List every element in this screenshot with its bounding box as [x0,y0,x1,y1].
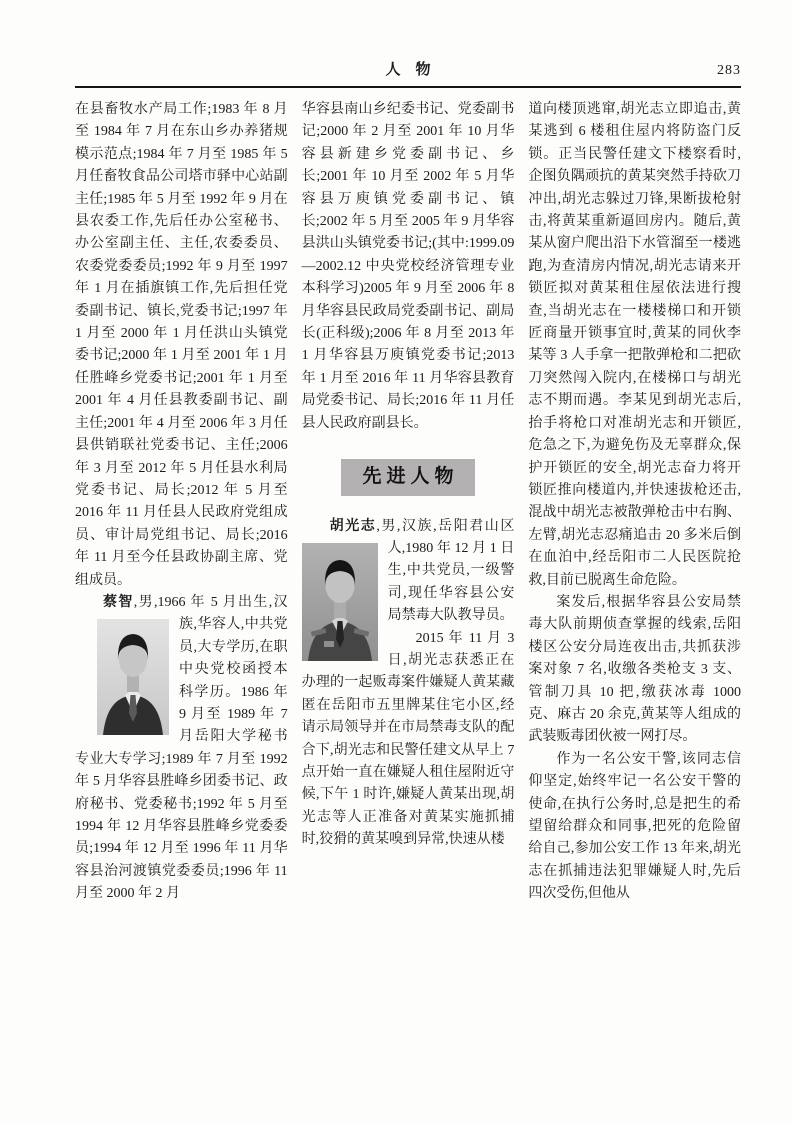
entry-hu-guangzhi [302,516,515,628]
entry-body-hu-guangzhi: 区人,1980 年 12 月 1 日生,中共党员,一级警司,现任华容县公安局禁毒大队教导员。 [387,518,515,624]
page-content [75,58,741,906]
section-header-advanced-people [341,459,475,495]
paragraph-pursuit-continuation: 道向楼顶逃窜,胡光志立即追击,黄某逃到 6 楼租住屋内将防盗门反锁。正当民警任建文下楼察看时,企图负隅顽抗的黄某突然手持砍刀冲出,胡光志躲过刀锋,果断拔枪射击,将黄某重新逼回房内。随后,黄某从窗户爬出沿下水管溜至一楼逃跑,为查清房内情况,胡光志请来开锁匠拟对黄某租住屋依法进行搜查,当胡光志在一楼楼梯口和开锁匠商量开锁事宜时,黄某的同伙李某等 3 人手拿一把散弹枪和二把砍刀突然闯入院内,在楼梯口与胡光志不期而遇。李某见到胡光志后,抬手将枪口对准胡光志和开锁匠,危急之下,为避免伤及无辜群众,保护开锁匠的安全,胡光志奋力将开锁匠推向楼道内,并快速拔枪还击,混战中胡光志被散弹枪击中右胸、左臂,胡光志忍痛追击 20 多米后倒在血泊中,经岳阳市二人民医院抢救,目前已脱离生命危险。 [528,102,742,588]
column-2 [302,99,515,906]
entry-name-hu-guangzhi: 胡光志 [329,518,377,534]
paragraph-case-result: 案发后,根据华容县公安局禁毒大队前期侦查掌握的线索,岳阳楼区公安分局连夜出击,共抓获涉案对象 7 名,收缴各类枪支 3 支、管制刀具 10 把,缴获冰毒 1000 克、麻古 20 余克,黄某等人组成的武装贩毒团伙被一网打尽。 [528,594,742,745]
page-number: 283 [717,63,741,78]
paragraph-biography-continuation: 在县畜牧水产局工作;1983 年 8 月至 1984 年 7 月在东山乡办养猪规模示范点;1984 年 7 月至 1985 年 5 月任畜牧食品公司塔市驿中心站副主任;1985 年 5 月至 1992 年 9 月在县农委工作,先后任办公室秘书、办公室副主任、主任,农委委员、农委党委委员;1992 年 9 月至 1997 年 1 月在插旗镇工作,先后担任党委副书记、镇长,党委书记;1997 年 1 月至 2000 年 1 月任洪山头镇党委书记;2000 年 1 月至 2001 年 1 月任胜峰乡党委书记;2001 年 1 月至 2001 年 4 月任县教委副书记、副主任;2001 年 4 月至 2006 年 3 月任县供销联社党委书记、主任;2006 年 3 月至 2012 年 5 月任县水利局党委书记、局长;2012 年 5 月至 2016 年 11 月任县人民政府党组成员、审计局党组书记、局长;2016 年 11 月至今任县政协副主席、党组成员。 [75,102,288,588]
text-columns [75,99,741,906]
page-header [75,58,741,88]
section-header-label: 先进人物 [362,466,459,488]
page-title: 人 物 [385,62,431,78]
column-1 [75,99,288,906]
entry-body-cai-zhi: 汉族,华容人,中共党员,大专学历,在职中央党校函授本科学历。1986 年 9 月至 1989 年 7 月岳阳大学秘书专业大专学习;1989 年 7 月至 1992 年 5 月华容县胜峰乡团委书记、政府秘书、党委秘书;1992 年 5 月至 1994 年 12 月华容县胜峰乡党委委员;1994 年 12 月至 1996 年 11 月华容县治河渡镇党委委员;1996 年 11 月至 2000 年 2 月 [75,594,288,902]
paragraph-biography-continuation-2: 华容县南山乡纪委书记、党委副书记;2000 年 2 月至 2001 年 10 月华容县新建乡党委副书记、乡长;2001 年 10 月至 2002 年 5 月华容县万庾镇党委副书记、镇长;2002 年 5 月至 2005 年 9 月华容县洪山头镇党委书记;(其中:1999.09—2002.12 中央党校经济管理专业本科学习)2005 年 9 月至 2006 年 8 月华容县民政局党委副书记、副局长(正科级);2006 年 8 月至 2013 年 1 月华容县万庾镇党委书记;2013 年 1 月至 2016 年 11 月华容县教育局党委书记、局长;2016 年 11 月任县人民政府副县长。 [301,102,515,431]
entry-cai-zhi [75,592,288,906]
column-3 [528,99,741,906]
paragraph-arrest-story: 2015 年 11 月 3 日,胡光志获悉正在办理的一起贩毒案件嫌疑人黄某藏匿在岳阳市五里牌某住宅小区,经请示局领导并在市局禁毒支队的配合下,胡光志和民警任建文从早上 7 点开始一直在嫌疑人租住屋附近守候,下午 1 时许,嫌疑人黄某出现,胡光志等人正准备对黄某实施抓捕时,狡猾的黄某嗅到异常,快速从楼 [301,630,515,848]
entry-lead-hu-guangzhi: ,男,汉族,岳阳君山 [376,518,501,534]
entry-name-cai-zhi: 蔡智 [103,594,134,610]
paragraph-summary: 作为一名公安干警,该同志信仰坚定,始终牢记一名公安干警的使命,在执行公务时,总是把生的希望留给群众和同事,把死的危险留给自己,参加公安工作 13 年来,胡光志在抓捕违法犯罪嫌疑人时,先后四次受伤,但他从 [528,751,742,902]
entry-lead-cai-zhi: ,男,1966 年 5 月出生, [133,594,273,610]
portrait-photo-cai-zhi [97,619,169,735]
portrait-photo-hu-guangzhi [302,543,378,661]
